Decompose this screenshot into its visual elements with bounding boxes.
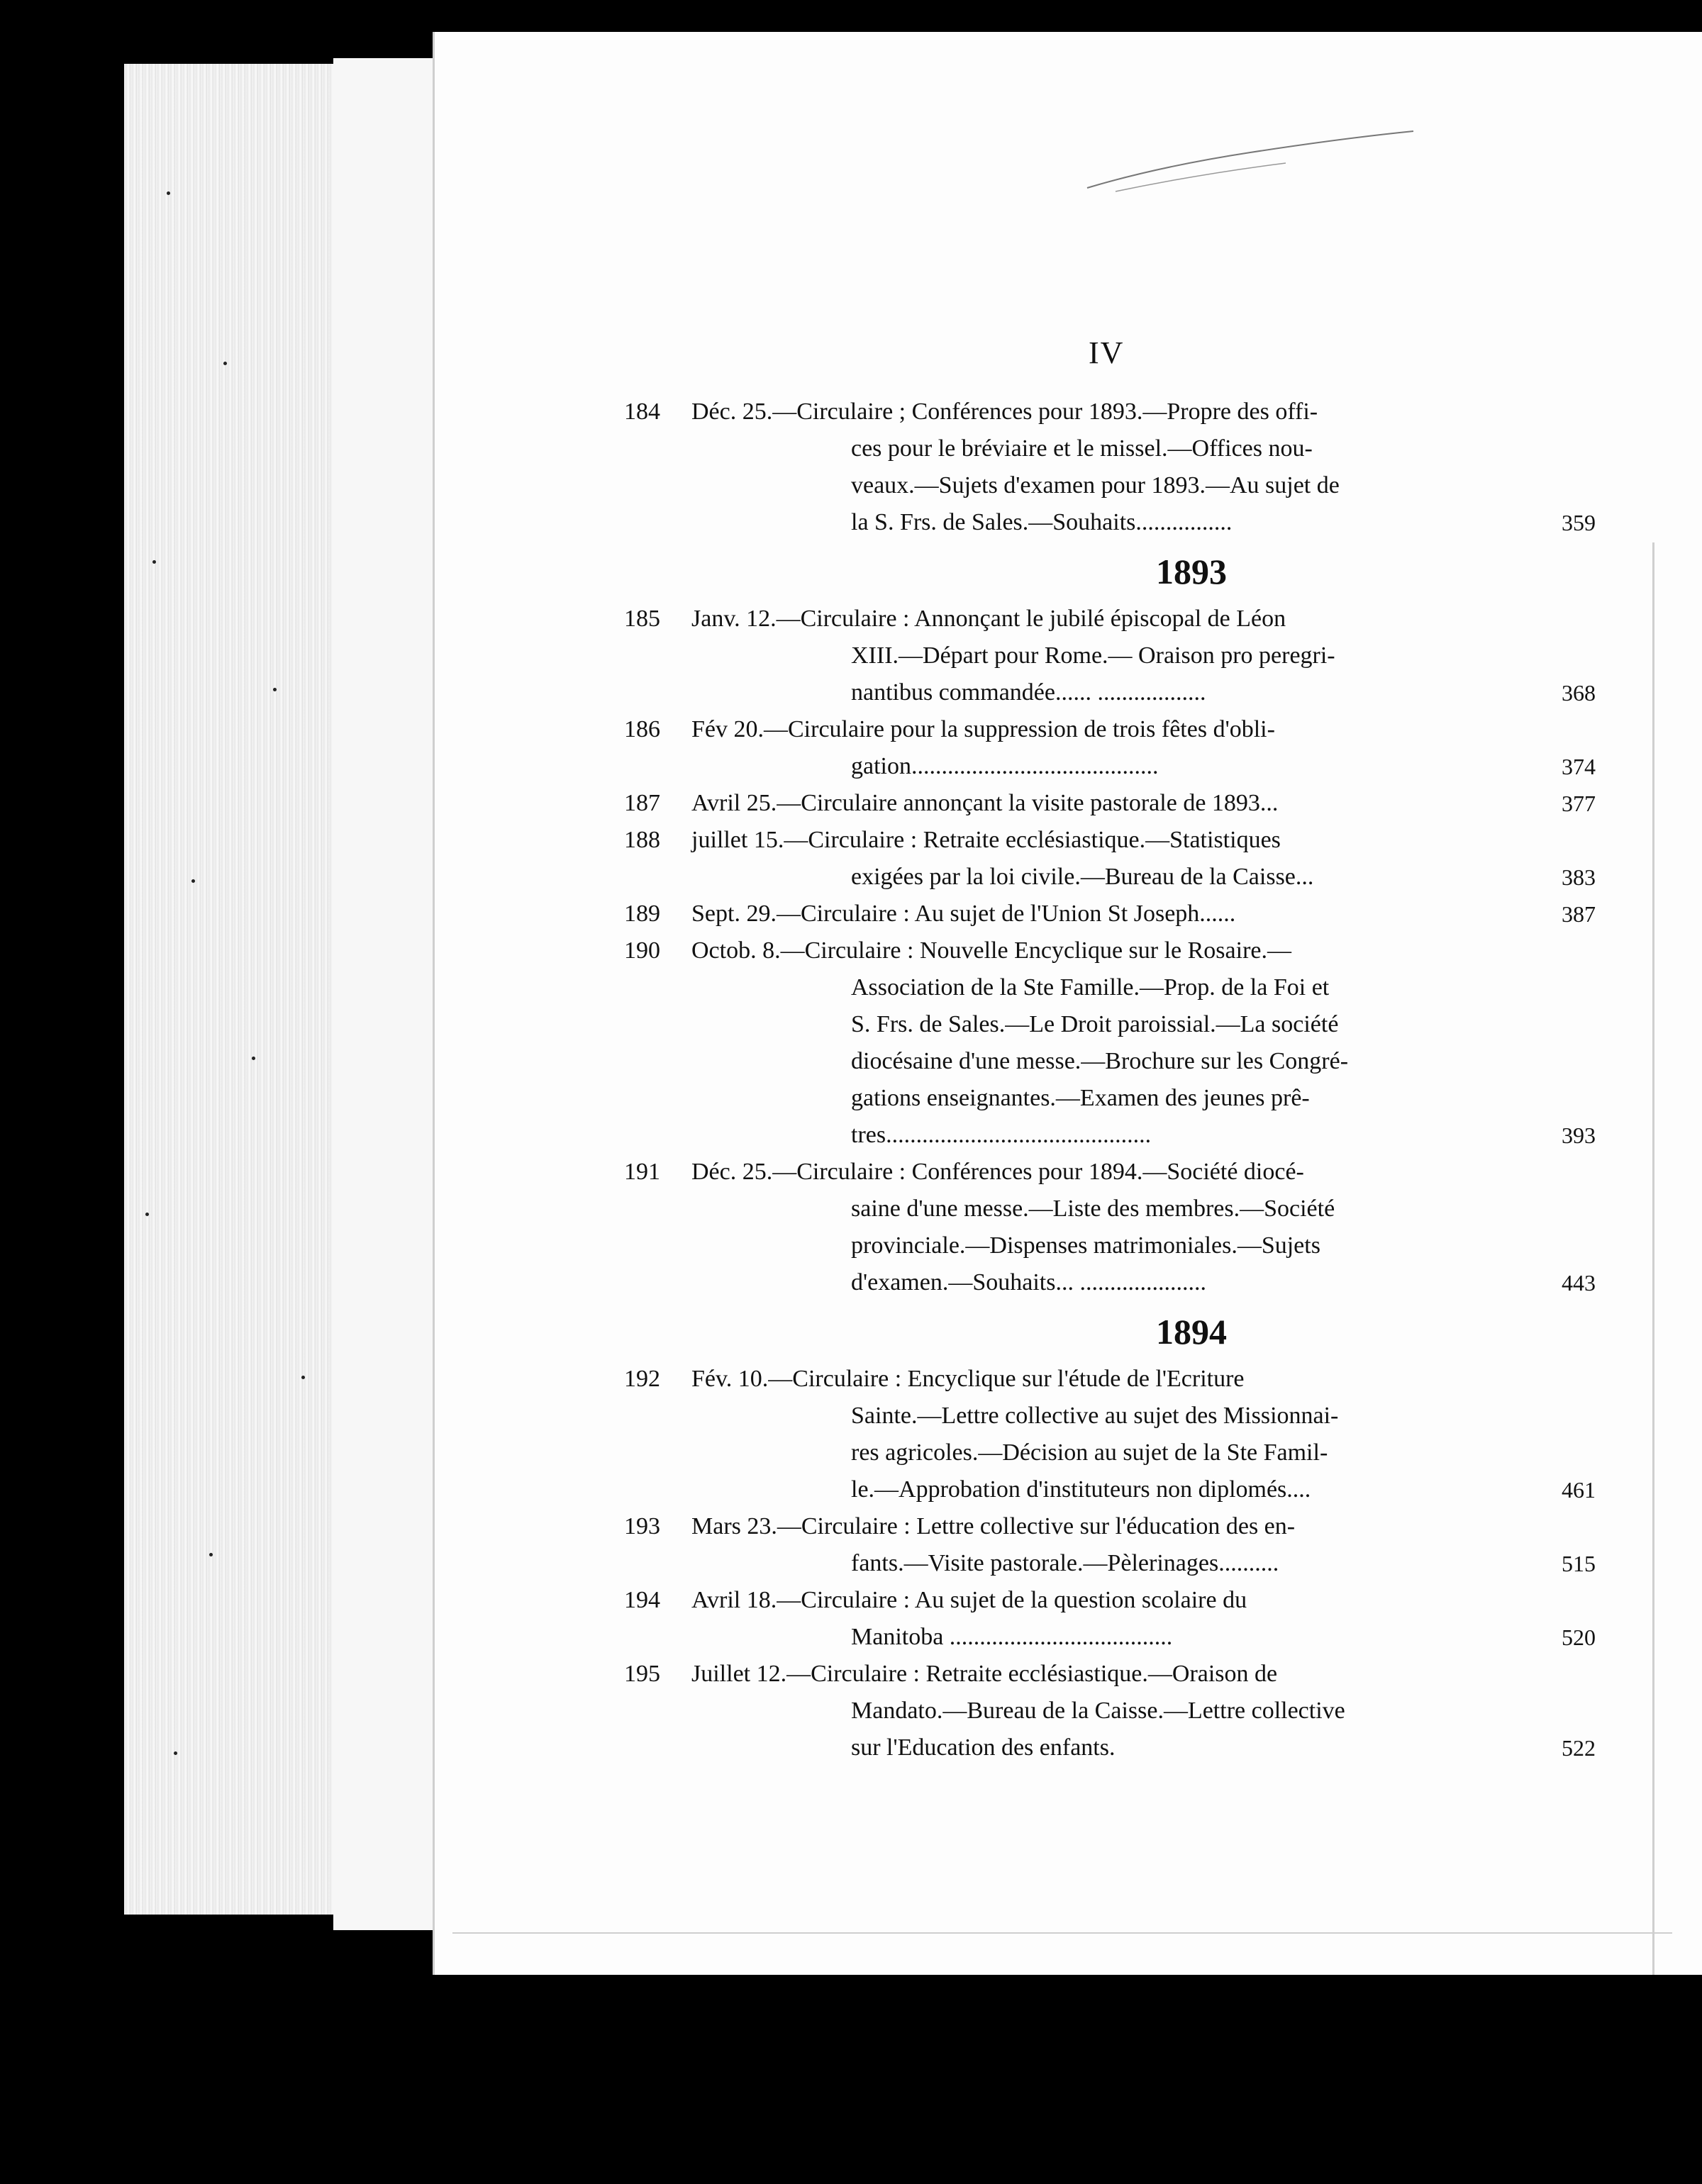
entry-text: Déc. 25.—Circulaire ; Conférences pour 1893.—Propre des offi- [691, 399, 1318, 425]
year-heading: 1893 [1156, 552, 1227, 591]
entry-text: ces pour le bréviaire et le missel.—Offices nou- [851, 435, 1313, 462]
entry-number: 191 [624, 1159, 660, 1185]
toc-entry-line [624, 1693, 1574, 1729]
toc-entry-line [624, 1398, 1574, 1434]
toc-entry [624, 1656, 1596, 1766]
entry-text: Octob. 8.—Circulaire : Nouvelle Encyclique sur le Rosaire.— [691, 937, 1291, 964]
toc-entry [624, 896, 1596, 932]
entry-page-number: 520 [1562, 1625, 1596, 1650]
entry-text: res agricoles.—Décision au sujet de la Ste Famil- [851, 1439, 1328, 1466]
toc-entry-line [624, 748, 1574, 785]
page-bottom-rule [452, 1932, 1672, 1934]
toc-entry-line [624, 1619, 1574, 1656]
toc-entry-line [624, 674, 1574, 711]
pencil-mark [1073, 124, 1428, 202]
toc-entry-line [624, 394, 1574, 430]
toc-entry [624, 711, 1596, 785]
toc-entry [624, 394, 1596, 541]
toc-entry-line [624, 430, 1574, 467]
table-of-contents [624, 394, 1596, 1766]
entry-text: nantibus commandée...... .................. [851, 679, 1206, 706]
entry-text: provinciale.—Dispenses matrimoniales.—Sujets [851, 1232, 1320, 1259]
book-page-edges [124, 64, 338, 1915]
entry-text: Avril 18.—Circulaire : Au sujet de la question scolaire du [691, 1587, 1247, 1613]
entry-page-number: 368 [1562, 680, 1596, 706]
entry-text: diocésaine d'une messe.—Brochure sur les Congré- [851, 1048, 1349, 1074]
entry-text: S. Frs. de Sales.—Le Droit paroissial.—La société [851, 1011, 1339, 1037]
toc-entry-line [624, 467, 1574, 504]
toc-entry-line [624, 637, 1574, 674]
toc-entry-line [624, 969, 1574, 1006]
toc-entry-line [624, 1471, 1574, 1508]
toc-entry-line [624, 1117, 1574, 1154]
entry-text: XIII.—Départ pour Rome.— Oraison pro peregri- [851, 642, 1335, 669]
year-heading: 1894 [1156, 1312, 1227, 1352]
toc-entry [624, 601, 1596, 711]
toc-entry [624, 932, 1596, 1154]
toc-entry-line [624, 1227, 1574, 1264]
toc-entry-line [624, 822, 1574, 859]
entry-text: Sept. 29.—Circulaire : Au sujet de l'Union St Joseph...... [691, 901, 1236, 927]
toc-entry-line [624, 896, 1574, 932]
entry-number: 185 [624, 606, 660, 632]
toc-entry-line [624, 1154, 1574, 1191]
entry-text: juillet 15.—Circulaire : Retraite ecclésiastique.—Statistiques [691, 827, 1281, 853]
entry-text: gation......................................... [851, 753, 1159, 779]
toc-entry [624, 1361, 1596, 1508]
toc-entry-line [624, 1656, 1574, 1693]
toc-entry-line [624, 859, 1574, 896]
entry-page-number: 443 [1562, 1270, 1596, 1296]
entry-number: 192 [624, 1366, 660, 1392]
toc-entry-line [624, 1006, 1574, 1043]
entry-page-number: 515 [1562, 1551, 1596, 1576]
entry-page-number: 377 [1562, 791, 1596, 816]
entry-number: 189 [624, 901, 660, 927]
entry-text: Déc. 25.—Circulaire : Conférences pour 1894.—Société diocé- [691, 1159, 1304, 1185]
entry-text: exigées par la loi civile.—Bureau de la Caisse... [851, 864, 1314, 890]
entry-text: sur l'Education des enfants. [851, 1734, 1116, 1761]
entry-page-number: 359 [1562, 510, 1596, 535]
entry-text: gations enseignantes.—Examen des jeunes prê- [851, 1085, 1310, 1111]
toc-entry-line [624, 1361, 1574, 1398]
entry-text: Janv. 12.—Circulaire : Annonçant le jubilé épiscopal de Léon [691, 606, 1286, 632]
entry-number: 187 [624, 790, 660, 816]
entry-text: Fév. 10.—Circulaire : Encyclique sur l'étude de l'Ecriture [691, 1366, 1245, 1392]
entry-text: saine d'une messe.—Liste des membres.—Société [851, 1196, 1335, 1222]
entry-number: 184 [624, 399, 660, 425]
toc-entry [624, 822, 1596, 896]
entry-page-number: 374 [1562, 754, 1596, 779]
entry-number: 194 [624, 1587, 660, 1613]
entry-text: d'examen.—Souhaits... ..................... [851, 1269, 1206, 1296]
toc-entry-line [624, 932, 1574, 969]
toc-entry-line [624, 1264, 1574, 1301]
toc-entry-line [624, 1729, 1574, 1766]
entry-text: Manitoba ..................................... [851, 1624, 1173, 1650]
entry-page-number: 461 [1562, 1477, 1596, 1503]
toc-entry-line [624, 1508, 1574, 1545]
page-fold-rule [1652, 542, 1654, 1975]
toc-entry-line [624, 711, 1574, 748]
entry-text: le.—Approbation d'instituteurs non diplomés.... [851, 1476, 1311, 1503]
toc-entry-line [624, 1582, 1574, 1619]
toc-entry-line [624, 785, 1574, 822]
toc-entry-line [624, 1191, 1574, 1227]
entry-number: 190 [624, 937, 660, 964]
toc-entry [624, 1154, 1596, 1301]
toc-entry-line [624, 504, 1574, 541]
toc-entry-line [624, 1043, 1574, 1080]
entry-page-number: 387 [1562, 901, 1596, 927]
toc-entry-line [624, 1545, 1574, 1582]
entry-text: Avril 25.—Circulaire annonçant la visite pastorale de 1893... [691, 790, 1279, 816]
entry-page-number: 393 [1562, 1122, 1596, 1148]
page-number: IV [1089, 335, 1125, 370]
entry-text: fants.—Visite pastorale.—Pèlerinages.......... [851, 1550, 1279, 1576]
entry-text: Mars 23.—Circulaire : Lettre collective sur l'éducation des en- [691, 1513, 1296, 1539]
entry-text: Mandato.—Bureau de la Caisse.—Lettre collective [851, 1698, 1345, 1724]
toc-entry [624, 785, 1596, 822]
entry-page-number: 522 [1562, 1735, 1596, 1761]
entry-text: veaux.—Sujets d'examen pour 1893.—Au sujet de [851, 472, 1340, 498]
entry-text: tres............................................ [851, 1122, 1152, 1148]
toc-entry [624, 1582, 1596, 1656]
toc-entry [624, 1508, 1596, 1582]
entry-page-number: 383 [1562, 864, 1596, 890]
toc-entry-line [624, 601, 1574, 637]
entry-text: la S. Frs. de Sales.—Souhaits................ [851, 509, 1233, 535]
entry-text: Sainte.—Lettre collective au sujet des Missionnai- [851, 1403, 1339, 1429]
entry-number: 195 [624, 1661, 660, 1687]
entry-text: Association de la Ste Famille.—Prop. de la Foi et [851, 974, 1330, 1001]
entry-number: 193 [624, 1513, 660, 1539]
entry-number: 186 [624, 716, 660, 742]
entry-number: 188 [624, 827, 660, 853]
toc-entry-line [624, 1080, 1574, 1117]
entry-text: Fév 20.—Circulaire pour la suppression de trois fêtes d'obli- [691, 716, 1275, 742]
toc-entry-line [624, 1434, 1574, 1471]
entry-text: Juillet 12.—Circulaire : Retraite ecclésiastique.—Oraison de [691, 1661, 1278, 1687]
